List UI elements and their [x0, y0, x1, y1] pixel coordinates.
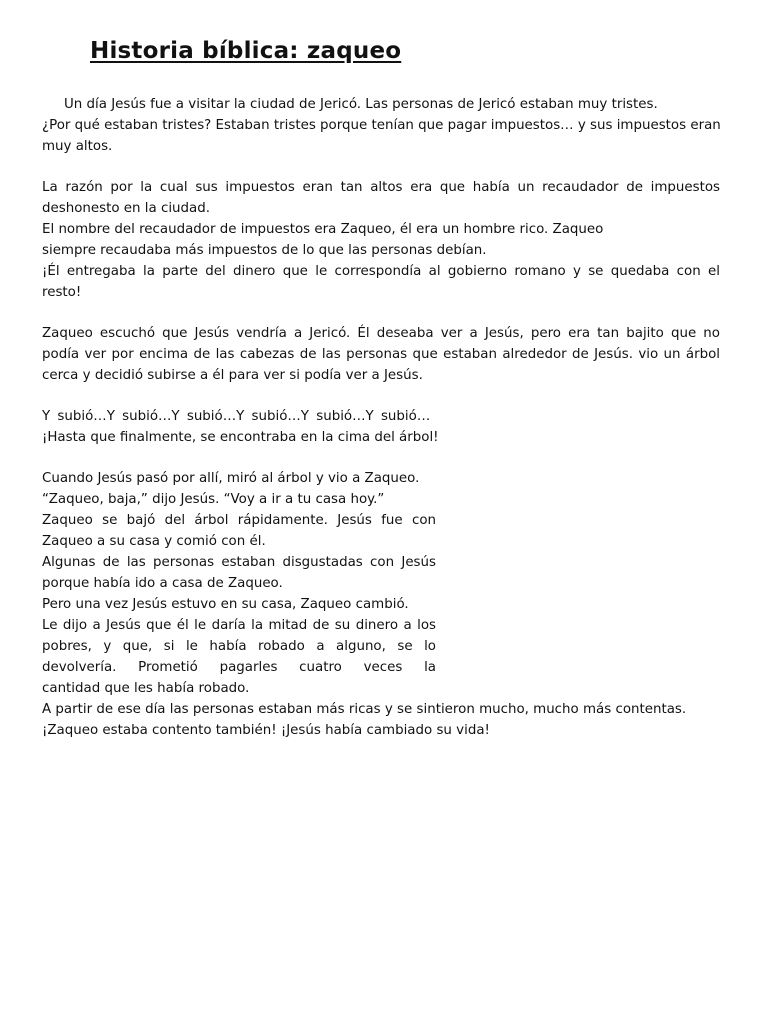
- text-line: Le dijo a Jesús que él le daría la mitad de su dinero a los: [42, 618, 436, 633]
- text-line: Cuando Jesús pasó por allí, miró al árbol y vio a Zaqueo.: [42, 471, 420, 486]
- text-line: porque había ido a casa de Zaqueo.: [42, 576, 283, 591]
- text-line: devolvería. Prometió pagarles cuatro veces la: [42, 660, 436, 675]
- text-line: ¡Zaqueo estaba contento también! ¡Jesús había cambiado su vida!: [42, 723, 490, 738]
- text-line: muy altos.: [42, 139, 113, 154]
- text-line: Un día Jesús fue a visitar la ciudad de Jericó. Las personas de Jericó estaban muy tristes.: [64, 97, 658, 112]
- page-title: Historia bíblica: zaqueo: [90, 38, 402, 64]
- text-line: ¡Hasta que finalmente, se encontraba en la cima del árbol!: [42, 430, 439, 445]
- text-line: Zaqueo escuchó que Jesús vendría a Jericó. Él deseaba ver a Jesús, pero era tan bajito que no: [42, 326, 720, 341]
- text-line: Pero una vez Jesús estuvo en su casa, Zaqueo cambió.: [42, 597, 409, 612]
- text-line: resto!: [42, 285, 82, 300]
- text-line: Algunas de las personas estaban disgustadas con Jesús: [42, 555, 436, 570]
- text-line: cerca y decidió subirse a él para ver si podía ver a Jesús.: [42, 368, 423, 383]
- text-line: Zaqueo se bajó del árbol rápidamente. Jesús fue con: [42, 513, 436, 528]
- text-line: podía ver por encima de las cabezas de las personas que estaban alrededor de Jesús. vio un árbol: [42, 347, 720, 362]
- text-line: ¿Por qué estaban tristes? Estaban tristes porque tenían que pagar impuestos… y sus impuestos eran: [42, 118, 721, 133]
- text-line: ¡Él entregaba la parte del dinero que le correspondía al gobierno romano y se quedaba con el: [42, 264, 720, 279]
- text-line: La razón por la cual sus impuestos eran tan altos era que había un recaudador de impuestos: [42, 180, 720, 195]
- text-line: “Zaqueo, baja,” dijo Jesús. “Voy a ir a tu casa hoy.”: [42, 492, 385, 507]
- text-line: pobres, y que, si le había robado a alguno, se lo: [42, 639, 436, 654]
- text-line: El nombre del recaudador de impuestos era Zaqueo, él era un hombre rico. Zaqueo: [42, 222, 604, 237]
- text-line: deshonesto en la ciudad.: [42, 201, 210, 216]
- text-line: cantidad que les había robado.: [42, 681, 250, 696]
- text-line: Zaqueo a su casa y comió con él.: [42, 534, 266, 549]
- text-line: A partir de ese día las personas estaban más ricas y se sintieron mucho, mucho más contentas.: [42, 702, 687, 717]
- text-line: siempre recaudaba más impuestos de lo que las personas debían.: [42, 243, 487, 258]
- text-line: Y subió…Y subió…Y subió…Y subió…Y subió…Y subió…: [42, 409, 431, 424]
